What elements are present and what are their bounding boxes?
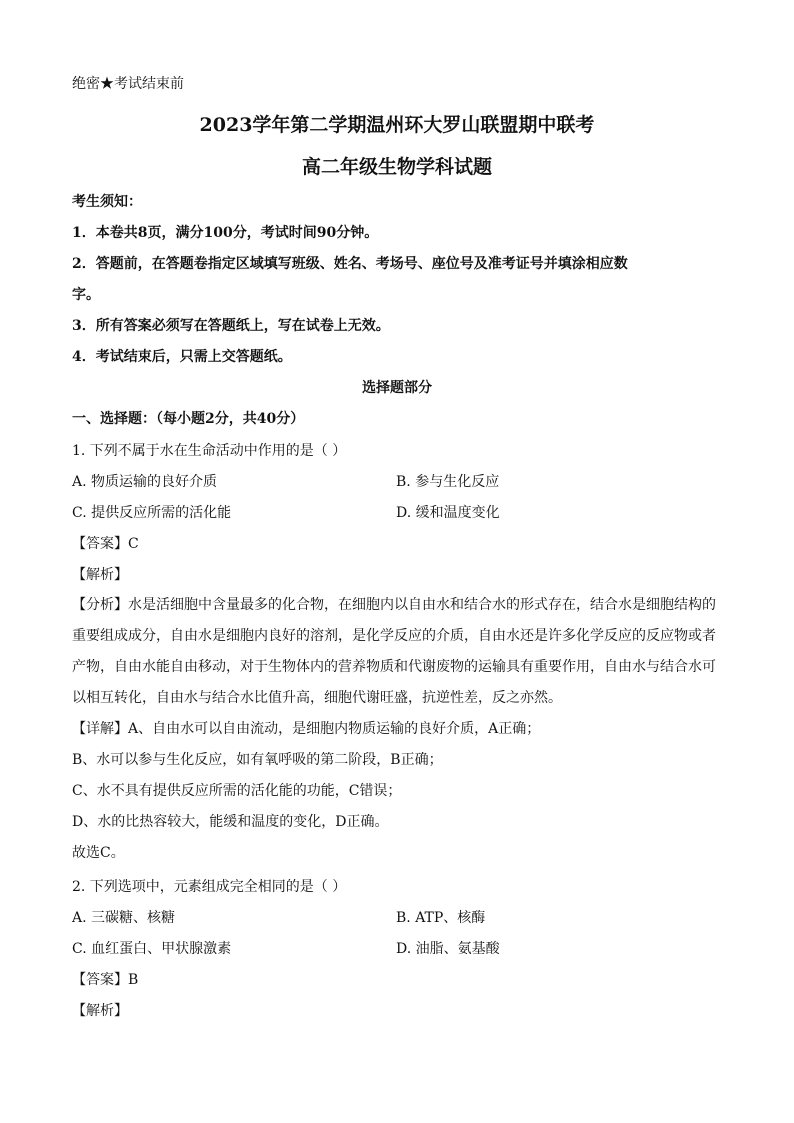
q2-option-b: B. ATP、核酶 xyxy=(396,910,486,926)
q1-analysis-label: 【解析】 xyxy=(72,567,128,583)
q2-option-a: A. 三碳糖、核糖 xyxy=(72,910,176,926)
q1-option-d: D. 缓和温度变化 xyxy=(396,505,500,521)
fenxi-line: 【分析】水是活细胞中含量最多的化合物，在细胞内以自由水和结合水的形式存在，结合水是细胞结构的 xyxy=(72,597,716,613)
detail-line: B、水可以参与生化反应，如有氧呼吸的第二阶段，B正确； xyxy=(72,752,443,768)
question-2-stem: 2. 下列选项中，元素组成完全相同的是（ ） xyxy=(72,879,347,895)
notice-item: 1．本卷共8页，满分100分，考试时间90分钟。 xyxy=(72,225,379,241)
exam-subtitle: 高二年级生物学科试题 xyxy=(301,156,492,178)
q2-analysis-label: 【解析】 xyxy=(72,1003,128,1019)
notice-item: 3．所有答案必须写在答题纸上，写在试卷上无效。 xyxy=(72,318,390,334)
q1-option-b: B. 参与生化反应 xyxy=(396,474,500,490)
q1-detail xyxy=(72,714,722,869)
detail-line: 故选C。 xyxy=(72,845,125,861)
detail-line: D、水的比热容较大，能缓和温度的变化，D正确。 xyxy=(72,814,389,830)
notice-item: 字。 xyxy=(72,287,100,303)
q1-option-a: A. 物质运输的良好介质 xyxy=(72,474,218,490)
fenxi-line: 以相互转化，自由水与结合水比值升高，细胞代谢旺盛，抗逆性差，反之亦然。 xyxy=(72,690,562,706)
exam-title: 2023学年第二学期温州环大罗山联盟期中联考 xyxy=(199,114,595,136)
section-title: 选择题部分 xyxy=(362,380,432,396)
q1-answer: 【答案】C xyxy=(72,536,139,552)
question-1-stem: 1. 下列不属于水在生命活动中作用的是（ ） xyxy=(72,443,347,459)
notice-item: 2．答题前，在答题卷指定区域填写班级、姓名、考场号、座位号及准考证号并填涂相应数 xyxy=(72,256,628,272)
q2-option-c: C. 血红蛋白、甲状腺激素 xyxy=(72,941,232,957)
detail-line: C、水不具有提供反应所需的活化能的功能，C错误； xyxy=(72,783,402,799)
q2-answer: 【答案】B xyxy=(72,972,139,988)
fenxi-line: 产物，自由水能自由移动，对于生物体内的营养物质和代谢废物的运输具有重要作用，自由水与结合水可 xyxy=(72,659,716,675)
fenxi-line: 重要组成成分，自由水是细胞内良好的溶剂，是化学反应的介质，自由水还是许多化学反应的反应物或者 xyxy=(72,628,716,644)
detail-line: 【详解】A、自由水可以自由流动，是细胞内物质运输的良好介质，A正确； xyxy=(72,721,541,737)
secret-mark: 绝密★考试结束前 xyxy=(72,76,184,92)
q1-option-c: C. 提供反应所需的活化能 xyxy=(72,505,232,521)
q1-fenxi xyxy=(72,590,722,714)
notice-heading: 考生须知： xyxy=(72,194,142,210)
part-heading: 一、选择题：（每小题2分，共40分） xyxy=(72,411,305,427)
q2-option-d: D. 油脂、氨基酸 xyxy=(396,941,500,957)
notice-item: 4．考试结束后，只需上交答题纸。 xyxy=(72,349,292,365)
